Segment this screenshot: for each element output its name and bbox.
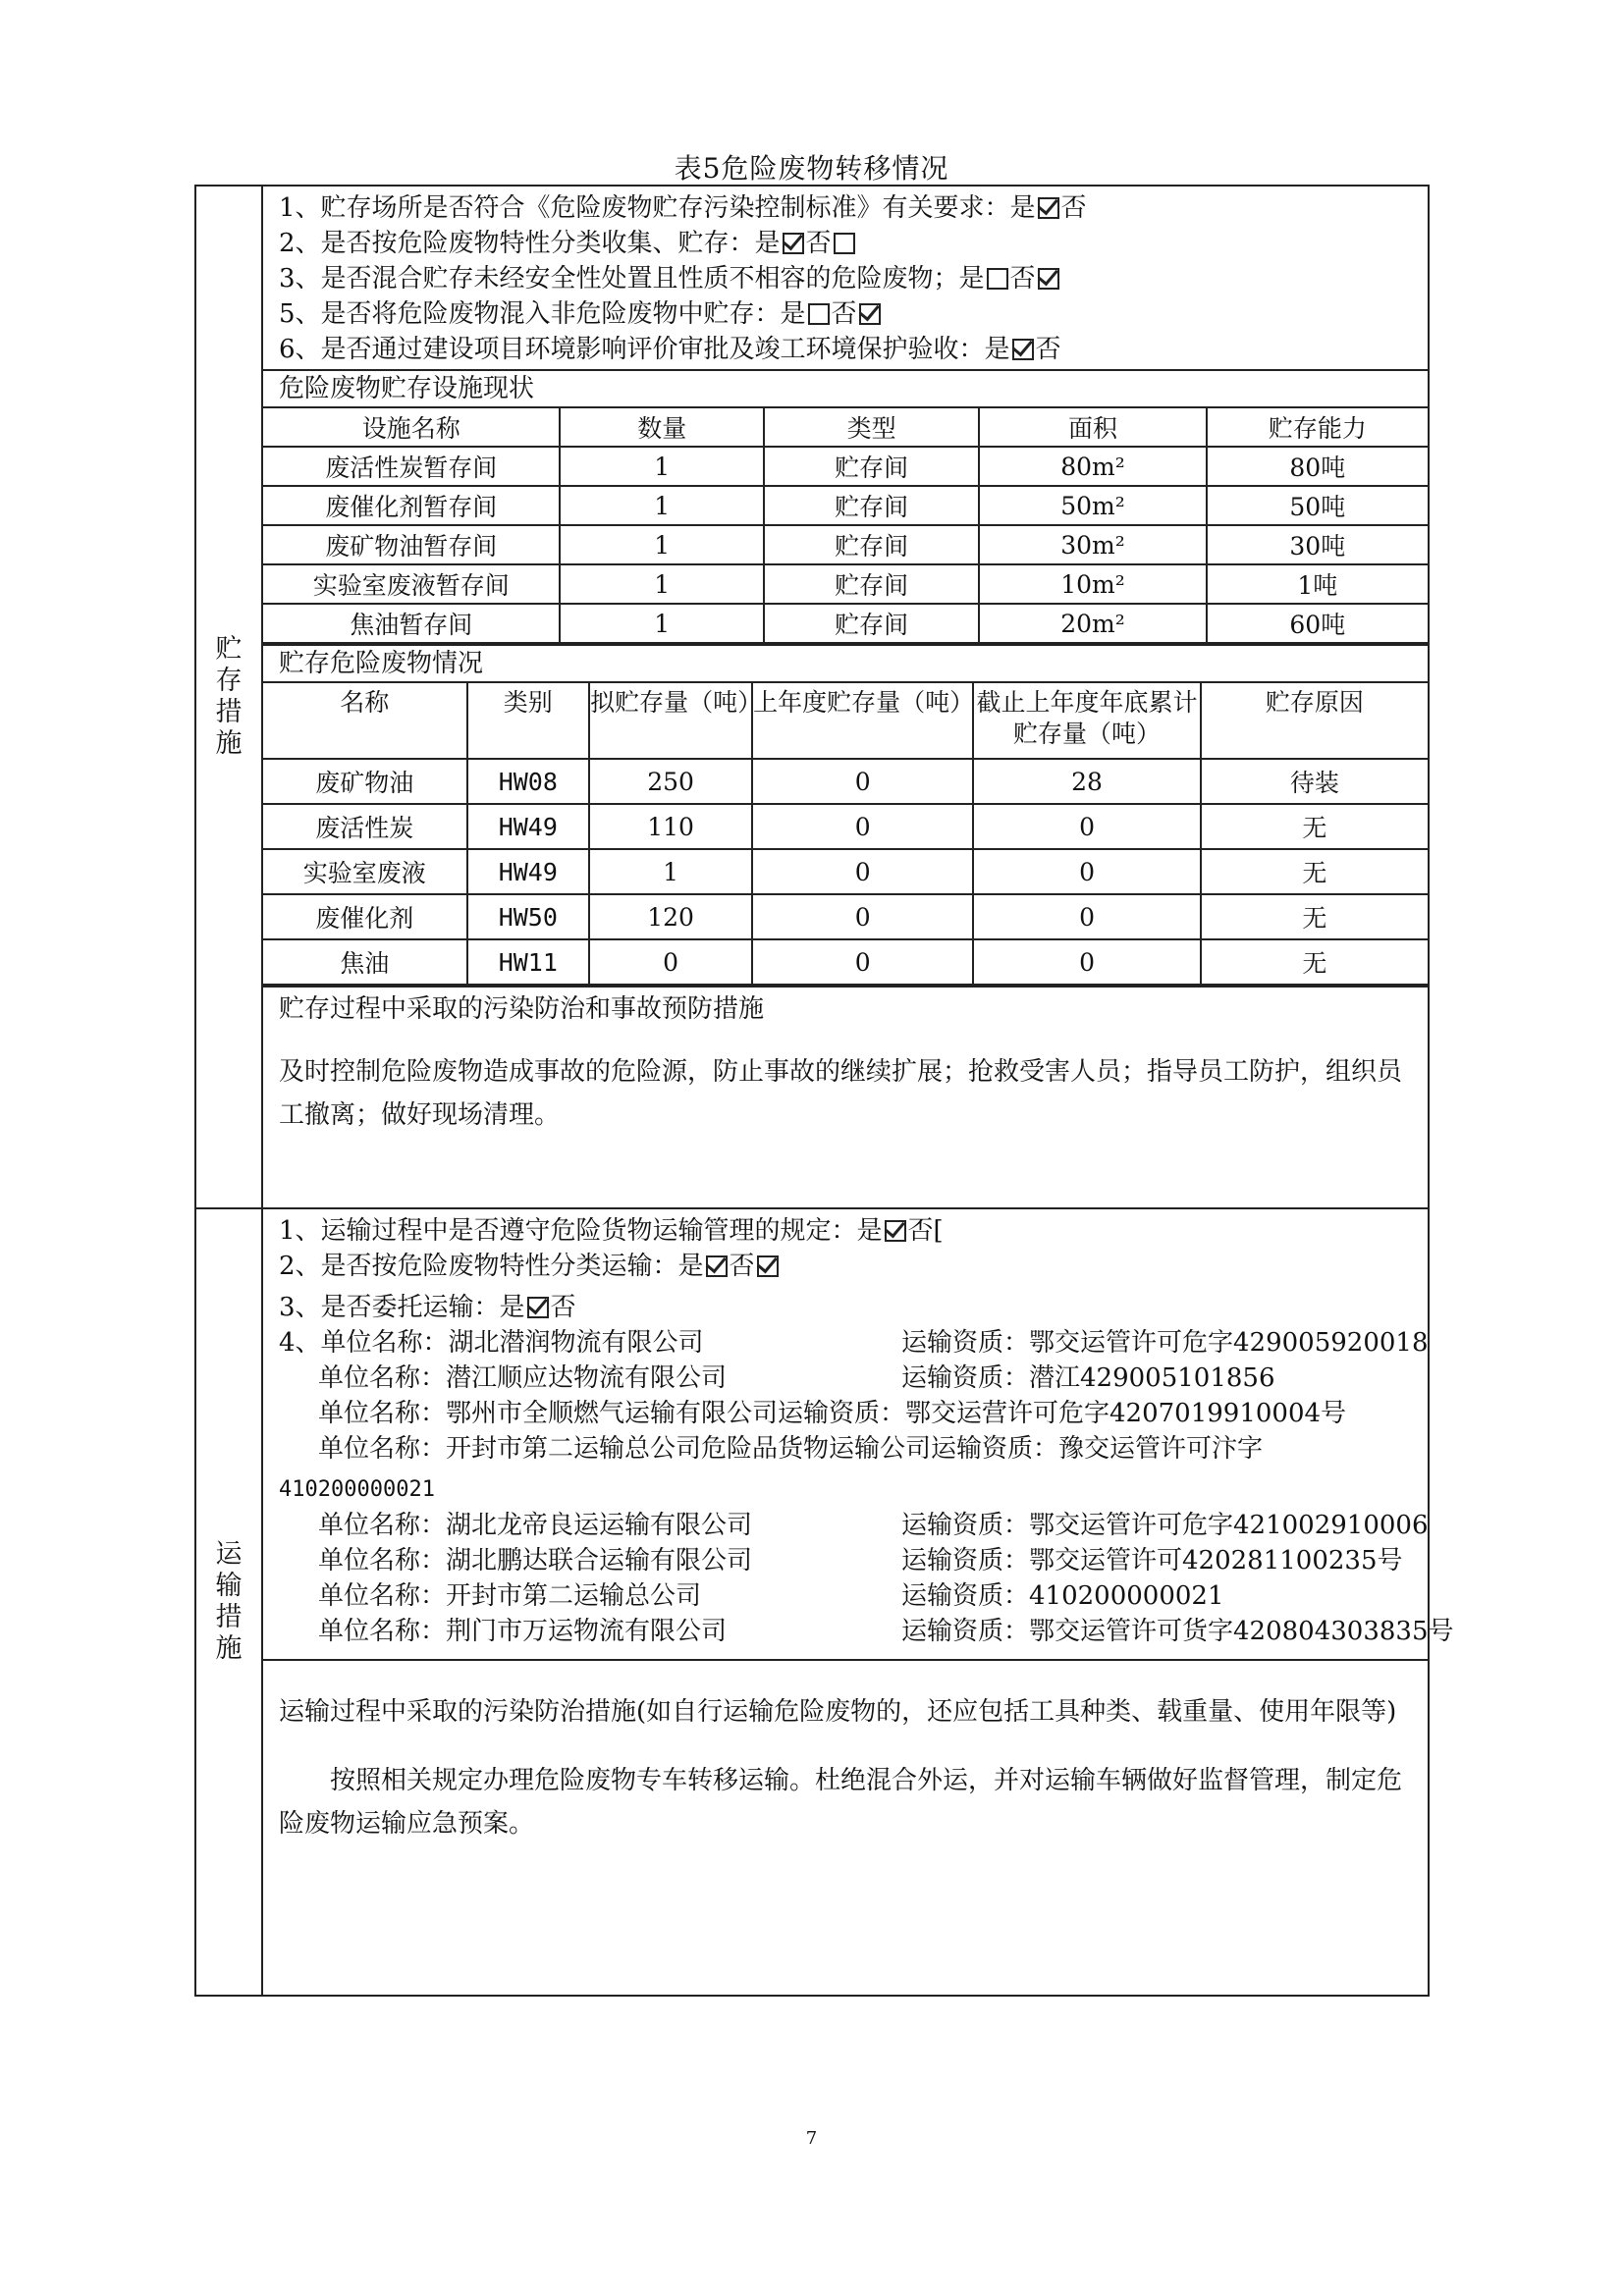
facility-row	[263, 486, 1428, 525]
waste-row	[263, 939, 1428, 985]
facility-cell: 废催化剂暂存间	[263, 486, 560, 525]
waste-cell: 28	[973, 759, 1200, 804]
transport-unit	[263, 1508, 1428, 1543]
transport-measures-text: 按照相关规定办理危险废物专车转移运输。杜绝混合外运，并对运输车辆做好监督管理，制定危险废物运输应急预案。	[279, 1766, 1403, 1839]
storage-check-5: 6、是否通过建设项目环境影响评价审批及竣工环境保护验收：是 否	[279, 335, 1061, 364]
transport-measures-title: 运输过程中采取的污染防治措施(如自行运输危险废物的，还应包括工具种类、载重量、使用年限等)	[279, 1697, 1397, 1727]
transport-unit	[263, 1325, 1428, 1361]
checked-box-icon	[706, 1255, 728, 1277]
unit-qualification: 运输资质：410200000021	[901, 1581, 1224, 1611]
waste-cell: HW50	[467, 894, 590, 939]
empty-box-icon	[808, 303, 830, 325]
waste-header-cell: 贮存原因	[1201, 682, 1428, 759]
unit-qualification: 运输资质：鄂交运管许可420281100235号	[901, 1546, 1403, 1575]
facility-cell: 1	[560, 604, 764, 643]
waste-header-row	[263, 682, 1428, 759]
empty-box-icon	[834, 233, 855, 254]
checked-box-icon	[885, 1220, 906, 1242]
facility-cell: 50吨	[1207, 486, 1428, 525]
unit-name: 单位名称：开封市第二运输总公司	[318, 1581, 702, 1611]
transport-unit	[263, 1396, 1428, 1431]
facility-cell: 80吨	[1207, 447, 1428, 486]
unit-name: 单位名称：湖北鹏达联合运输有限公司	[318, 1546, 753, 1575]
waste-cell: 废催化剂	[263, 894, 467, 939]
facility-cell: 10m²	[979, 564, 1206, 604]
unit-name: 单位名称：潜江顺应达物流有限公司	[318, 1363, 728, 1393]
storage-check-3: 3、是否混合贮存未经安全性处置且性质不相容的危险废物；是 否	[263, 261, 1428, 296]
unit-name: 单位名称：荆门市万运物流有限公司	[318, 1617, 728, 1646]
facility-header-cell: 设施名称	[263, 407, 560, 447]
facility-cell: 30吨	[1207, 525, 1428, 564]
unit-qualification: 运输资质：鄂交运管许可货字420804303835号	[901, 1617, 1454, 1646]
waste-cell: 无	[1201, 804, 1428, 849]
transport-check-2: 2、是否按危险废物特性分类运输：是 否	[263, 1249, 1428, 1284]
facility-header-row	[263, 407, 1428, 447]
facility-cell: 贮存间	[764, 604, 979, 643]
checked-box-icon	[757, 1255, 779, 1277]
transport-measures	[263, 1659, 1428, 1995]
facility-cell: 20m²	[979, 604, 1206, 643]
waste-header-cell: 类别	[467, 682, 590, 759]
waste-cell: 无	[1201, 894, 1428, 939]
waste-cell: 无	[1201, 849, 1428, 894]
facility-row	[263, 604, 1428, 643]
unit-continuation: 410200000021	[279, 1477, 435, 1502]
waste-cell: 120	[589, 894, 752, 939]
waste-row	[263, 849, 1428, 894]
checked-box-icon	[1038, 268, 1059, 290]
facility-cell: 贮存间	[764, 564, 979, 604]
waste-table	[263, 681, 1428, 986]
checked-box-icon	[783, 233, 804, 254]
facility-cell: 贮存间	[764, 525, 979, 564]
transfer-table	[194, 185, 1454, 1997]
facility-row	[263, 564, 1428, 604]
waste-title: 贮存危险废物情况	[263, 644, 1428, 681]
transport-unit	[263, 1361, 1428, 1396]
unit-name: 单位名称：湖北龙帝良运运输有限公司	[318, 1511, 753, 1540]
empty-box-icon	[987, 268, 1008, 290]
waste-cell: 0	[752, 939, 973, 985]
waste-cell: 废矿物油	[263, 759, 467, 804]
storage-side-label: 贮 存 措 施	[195, 186, 262, 1208]
waste-cell: 0	[589, 939, 752, 985]
waste-cell: 0	[973, 939, 1200, 985]
waste-row	[263, 759, 1428, 804]
facility-cell: 50m²	[979, 486, 1206, 525]
transport-unit	[263, 1578, 1428, 1614]
unit-name: 单位名称：湖北潜润物流有限公司	[320, 1328, 704, 1358]
waste-cell: HW11	[467, 939, 590, 985]
storage-check-2: 2、是否按危险废物特性分类收集、贮存：是 否	[263, 226, 1428, 261]
waste-cell: 0	[752, 804, 973, 849]
storage-checklist	[263, 187, 1428, 369]
waste-cell: 0	[752, 894, 973, 939]
waste-header-cell: 拟贮存量（吨）	[589, 682, 752, 759]
waste-row	[263, 804, 1428, 849]
unit-name: 单位名称：鄂州市全顺燃气运输有限公司运输资质：鄂交运营许可危字4207019910004号	[318, 1399, 1347, 1428]
facility-row	[263, 447, 1428, 486]
waste-cell: 焦油	[263, 939, 467, 985]
facility-cell: 60吨	[1207, 604, 1428, 643]
facility-cell: 80m²	[979, 447, 1206, 486]
storage-measures	[263, 986, 1428, 1205]
facility-header-cell: 面积	[979, 407, 1206, 447]
facility-cell: 1	[560, 486, 764, 525]
waste-cell: 1	[589, 849, 752, 894]
transport-units-2	[263, 1508, 1454, 1649]
checked-box-icon	[527, 1297, 549, 1318]
facility-cell: 1	[560, 564, 764, 604]
unit-qualification: 运输资质：鄂交运管许可危字421002910006	[901, 1511, 1429, 1540]
transport-units	[263, 1325, 1428, 1467]
waste-cell: HW49	[467, 804, 590, 849]
page-title: 表5危险废物转移情况	[674, 152, 949, 185]
storage-measures-text: 及时控制危险废物造成事故的危险源，防止事故的继续扩展；抢救受害人员；指导员工防护，组织员工撤离；做好现场清理。	[279, 1057, 1403, 1130]
transport-side-label: 运 输 措 施	[195, 1208, 262, 1996]
storage-section	[262, 186, 1429, 1208]
unit-qualification: 运输资质：鄂交运管许可危字429005920018	[901, 1328, 1429, 1358]
facility-cell: 废活性炭暂存间	[263, 447, 560, 486]
storage-measures-title: 贮存过程中采取的污染防治和事故预防措施	[279, 994, 765, 1024]
facility-cell: 1	[560, 447, 764, 486]
facility-cell: 1	[560, 525, 764, 564]
waste-header-cell: 名称	[263, 682, 467, 759]
facility-title: 危险废物贮存设施现状	[263, 369, 1428, 406]
waste-cell: 无	[1201, 939, 1428, 985]
checked-box-icon	[1012, 339, 1034, 360]
waste-cell: 待装	[1201, 759, 1428, 804]
waste-header-cell: 截止上年度年底累计贮存量（吨）	[973, 682, 1200, 759]
checked-box-icon	[1038, 197, 1059, 219]
transport-check-3: 3、是否委托运输：是 否	[279, 1293, 576, 1322]
transport-unit	[263, 1614, 1454, 1649]
facility-cell: 30m²	[979, 525, 1206, 564]
unit-qualification: 运输资质：潜江429005101856	[901, 1363, 1275, 1393]
facility-cell: 贮存间	[764, 447, 979, 486]
page-number: 7	[805, 2128, 818, 2149]
waste-cell: HW49	[467, 849, 590, 894]
facility-table	[263, 406, 1428, 644]
waste-cell: 废活性炭	[263, 804, 467, 849]
waste-cell: 0	[752, 849, 973, 894]
waste-cell: 110	[589, 804, 752, 849]
facility-cell: 1吨	[1207, 564, 1428, 604]
storage-check-4: 5、是否将危险废物混入非危险废物中贮存：是 否	[263, 296, 1428, 332]
transport-section	[262, 1208, 1454, 1996]
transport-unit	[263, 1431, 1428, 1467]
waste-cell: 0	[973, 849, 1200, 894]
waste-cell: 实验室废液	[263, 849, 467, 894]
facility-header-cell: 类型	[764, 407, 979, 447]
facility-header-cell: 贮存能力	[1207, 407, 1428, 447]
facility-cell: 实验室废液暂存间	[263, 564, 560, 604]
checked-box-icon	[859, 303, 881, 325]
transport-unit	[263, 1543, 1428, 1578]
waste-cell: HW08	[467, 759, 590, 804]
facility-header-cell: 数量	[560, 407, 764, 447]
transport-check-1: 1、运输过程中是否遵守危险货物运输管理的规定：是 否[	[279, 1216, 944, 1246]
waste-cell: 250	[589, 759, 752, 804]
waste-cell: 0	[973, 894, 1200, 939]
facility-cell: 贮存间	[764, 486, 979, 525]
unit-name: 单位名称：开封市第二运输总公司危险品货物运输公司运输资质：豫交运管许可汴字	[318, 1434, 1264, 1464]
facility-cell: 废矿物油暂存间	[263, 525, 560, 564]
storage-check-1: 1、贮存场所是否符合《危险废物贮存污染控制标准》有关要求：是 否	[279, 193, 1087, 223]
facility-cell: 焦油暂存间	[263, 604, 560, 643]
unit-prefix: 4、	[279, 1328, 321, 1358]
waste-header-cell: 上年度贮存量（吨）	[752, 682, 973, 759]
waste-cell: 0	[752, 759, 973, 804]
waste-row	[263, 894, 1428, 939]
facility-row	[263, 525, 1428, 564]
waste-cell: 0	[973, 804, 1200, 849]
